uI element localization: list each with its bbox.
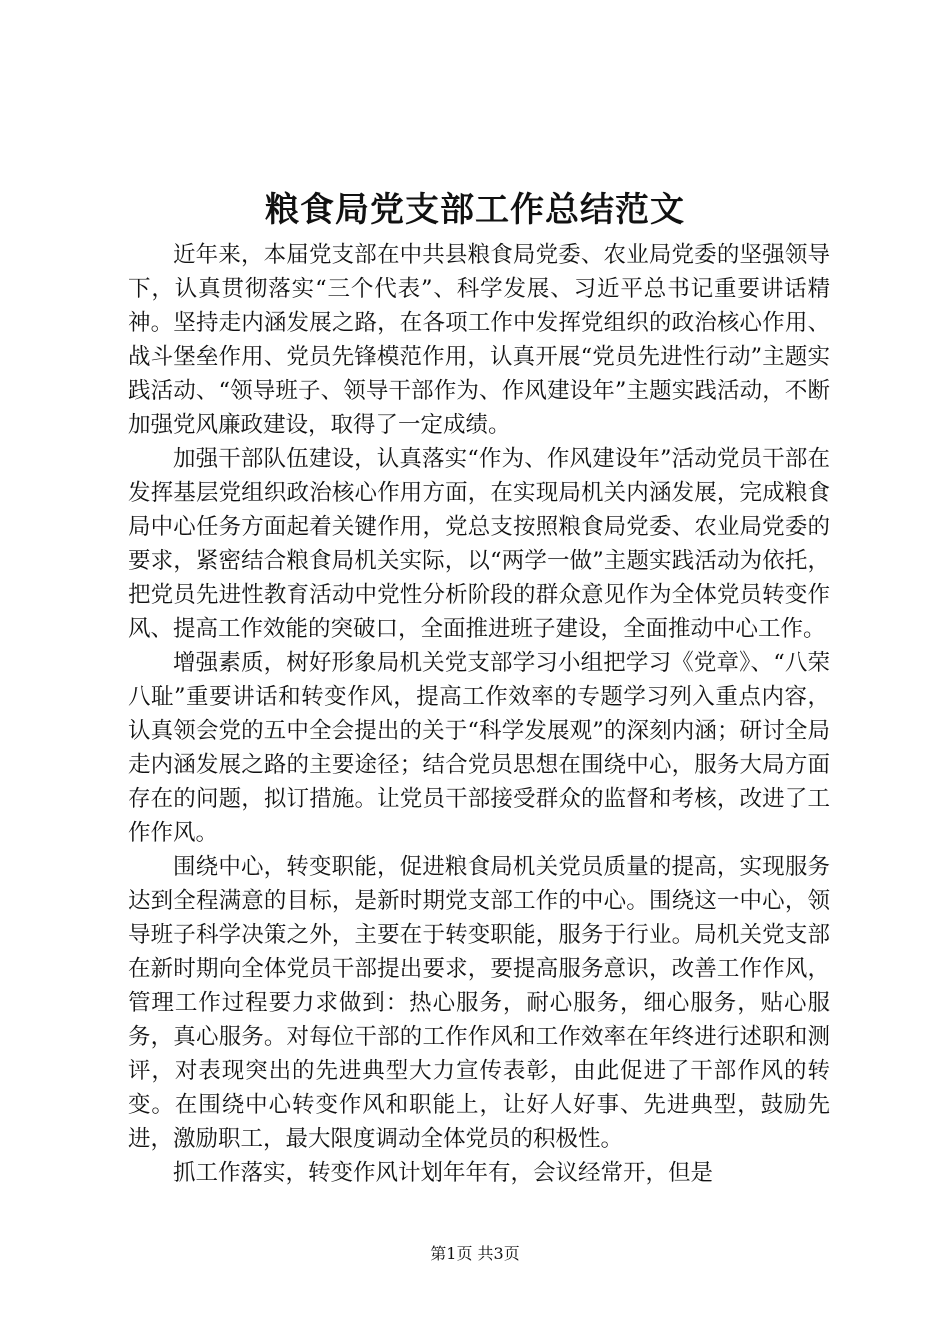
document-body — [128, 238, 830, 1190]
paragraph-4: 围绕中心，转变职能，促进粮食局机关党员质量的提高，实现服务达到全程满意的目标，是新时期党支部工作的中心。围绕这一中心，领导班子科学决策之外，主要在于转变职能，服务于行业。局机关党支部在新时期向全体党员干部提出要求，要提高服务意识，改善工作作风，管理工作过程要力求做到：热心服务，耐心服务，细心服务，贴心服务，真心服务。对每位干部的工作作风和工作效率在年终进行述职和测评，对表现突出的先进典型大力宣传表彰，由此促进了干部作风的转变。在围绕中心转变作风和职能上，让好人好事、先进典型，鼓励先进，激励职工，最大限度调动全体党员的积极性。 — [128, 854, 830, 1152]
page-footer: 第1页 共3页 — [430, 1244, 520, 1263]
paragraph-2: 加强干部队伍建设，认真落实“作为、作风建设年”活动党员干部在发挥基层党组织政治核心作用方面，在实现局机关内涵发展，完成粮食局中心任务方面起着关键作用，党总支按照粮食局党委、农业局党委的要求，紧密结合粮食局机关实际，以“两学一做”主题实践活动为依托，把党员先进性教育活动中党性分析阶段的群众意见作为全体党员转变作风、提高工作效能的突破口，全面推进班子建设，全面推动中心工作。 — [128, 446, 830, 642]
paragraph-3: 增强素质，树好形象局机关党支部学习小组把学习《党章》、“八荣八耻”重要讲话和转变作风，提高工作效率的专题学习列入重点内容，认真领会党的五中全会提出的关于“科学发展观”的深刻内涵；研讨全局走内涵发展之路的主要途径；结合党员思想在围绕中心，服务大局方面存在的问题，拟订措施。让党员干部接受群众的监督和考核，改进了工作作风。 — [128, 650, 830, 846]
paragraph-5: 抓工作落实，转变作风计划年年有，会议经常开，但是 — [173, 1160, 714, 1186]
paragraph-1: 近年来，本届党支部在中共县粮食局党委、农业局党委的坚强领导下，认真贯彻落实“三个代表”、科学发展、习近平总书记重要讲话精神。坚持走内涵发展之路，在各项工作中发挥党组织的政治核心作用、战斗堡垒作用、党员先锋模范作用，认真开展“党员先进性行动”主题实践活动、“领导班子、领导干部作为、作风建设年”主题实践活动，不断加强党风廉政建设，取得了一定成绩。 — [128, 242, 830, 438]
document-title: 粮食局党支部工作总结范文 — [265, 190, 685, 230]
